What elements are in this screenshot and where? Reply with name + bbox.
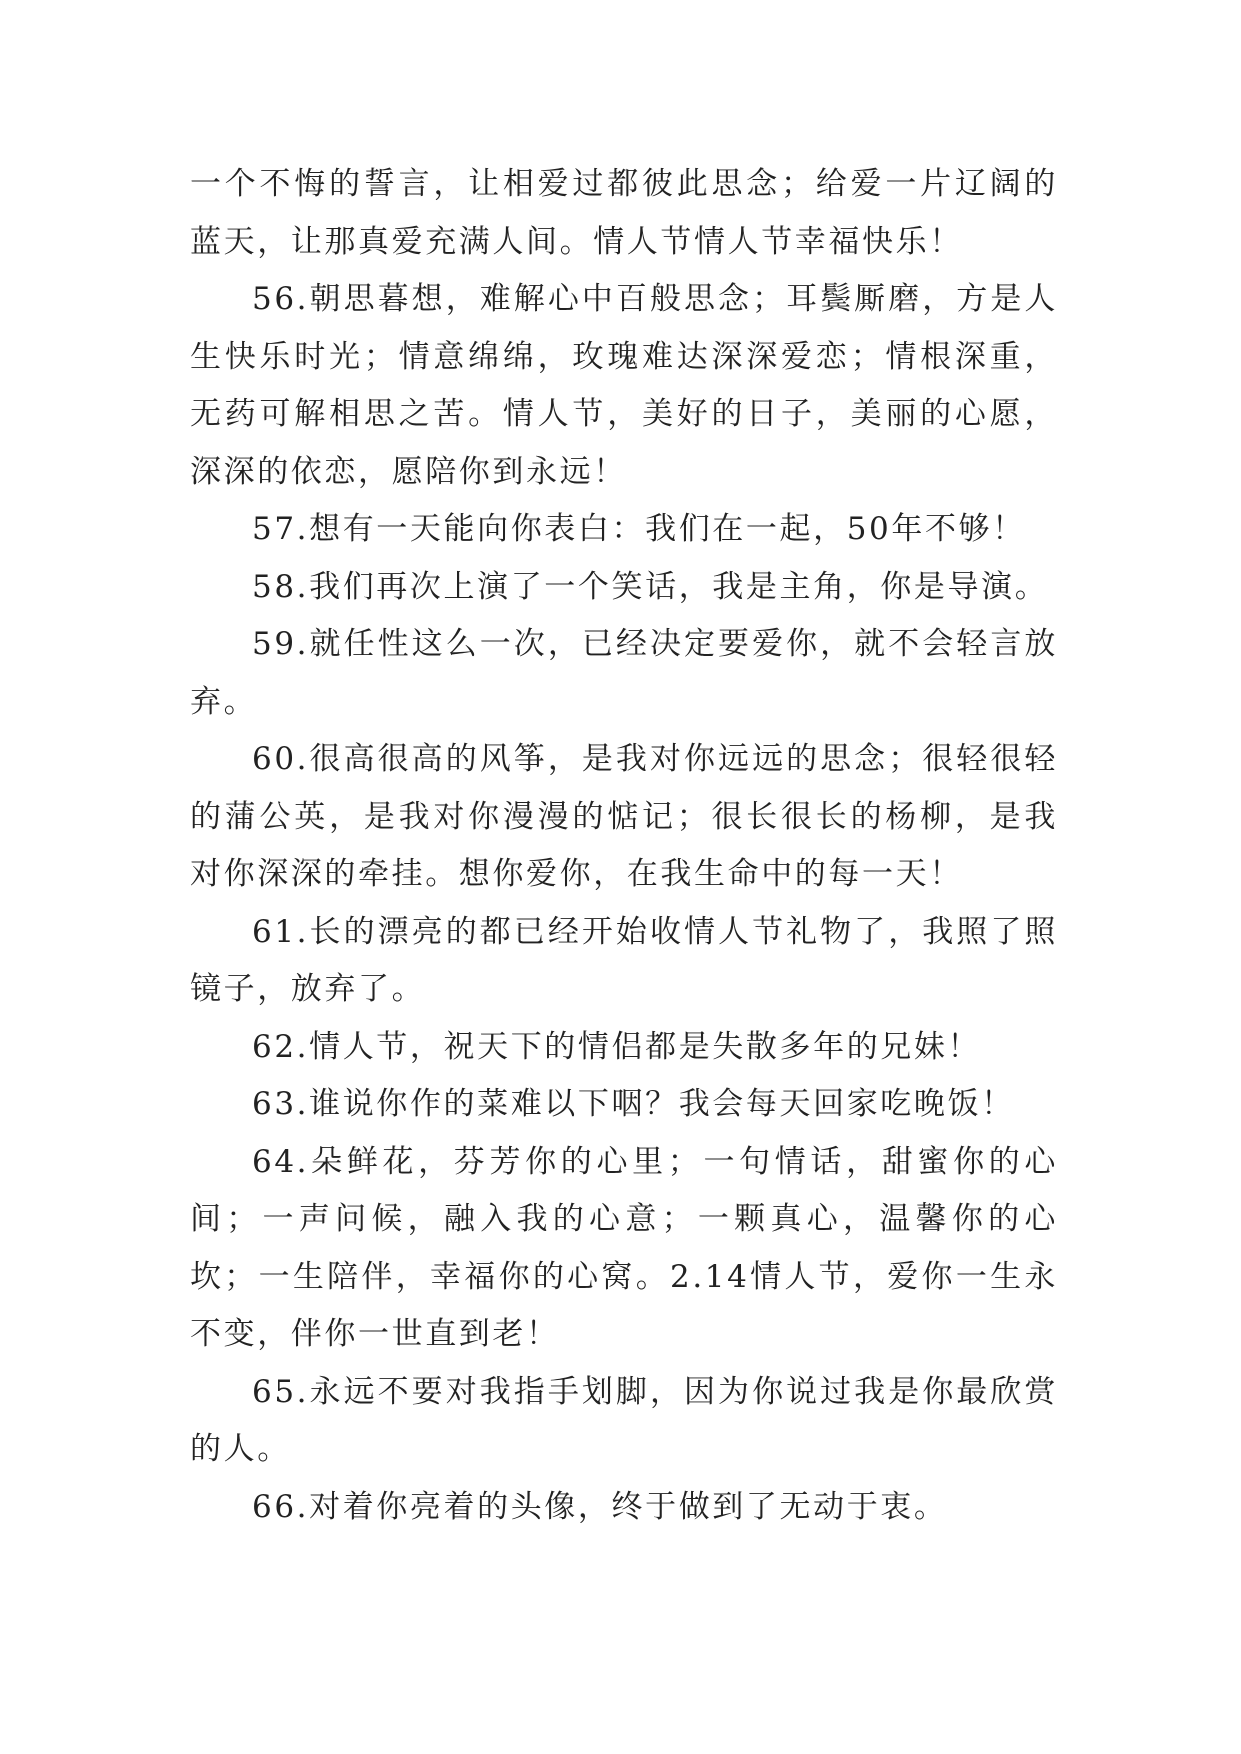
list-item-56: 56.朝思暮想，难解心中百般思念；耳鬓厮磨，方是人生快乐时光；情意绵绵，玫瑰难达深深爱恋；情根深重，无药可解相思之苦。情人节，美好的日子，美丽的心愿，深深的依恋，愿陪你到永远！ [190, 281, 1058, 490]
list-item-60: 60.很高很高的风筝，是我对你远远的思念；很轻很轻的蒲公英，是我对你漫漫的惦记；很长很长的杨柳，是我对你深深的牵挂。想你爱你，在我生命中的每一天！ [190, 741, 1058, 892]
list-item-64: 64.朵鲜花，芬芳你的心里；一句情话，甜蜜你的心间；一声问候，融入我的心意；一颗真心，温馨你的心坎；一生陪伴，幸福你的心窝。2.14情人节，爱你一生永不变，伴你一世直到老！ [190, 1143, 1058, 1352]
list-item-65: 65.永远不要对我指手划脚，因为你说过我是你最欣赏的人。 [190, 1373, 1058, 1467]
paragraph-continuation: 一个不悔的誓言，让相爱过都彼此思念；给爱一片辽阔的蓝天，让那真爱充满人间。情人节情人节幸福快乐！ [190, 166, 1058, 260]
list-item-59: 59.就任性这么一次，已经决定要爱你，就不会轻言放弃。 [190, 626, 1058, 720]
list-item-66: 66.对着你亮着的头像，终于做到了无动于衷。 [252, 1488, 948, 1525]
list-item-57: 57.想有一天能向你表白：我们在一起，50年不够！ [252, 511, 1026, 547]
list-item-62: 62.情人节，祝天下的情侣都是失散多年的兄妹！ [252, 1028, 982, 1065]
list-item-63: 63.谁说你作的菜难以下咽？我会每天回家吃晚饭！ [252, 1086, 1015, 1122]
list-item-61: 61.长的漂亮的都已经开始收情人节礼物了，我照了照镜子，放弃了。 [190, 913, 1058, 1007]
list-item-58: 58.我们再次上演了一个笑话，我是主角，你是导演。 [252, 568, 1049, 605]
document-body [190, 156, 1058, 1536]
